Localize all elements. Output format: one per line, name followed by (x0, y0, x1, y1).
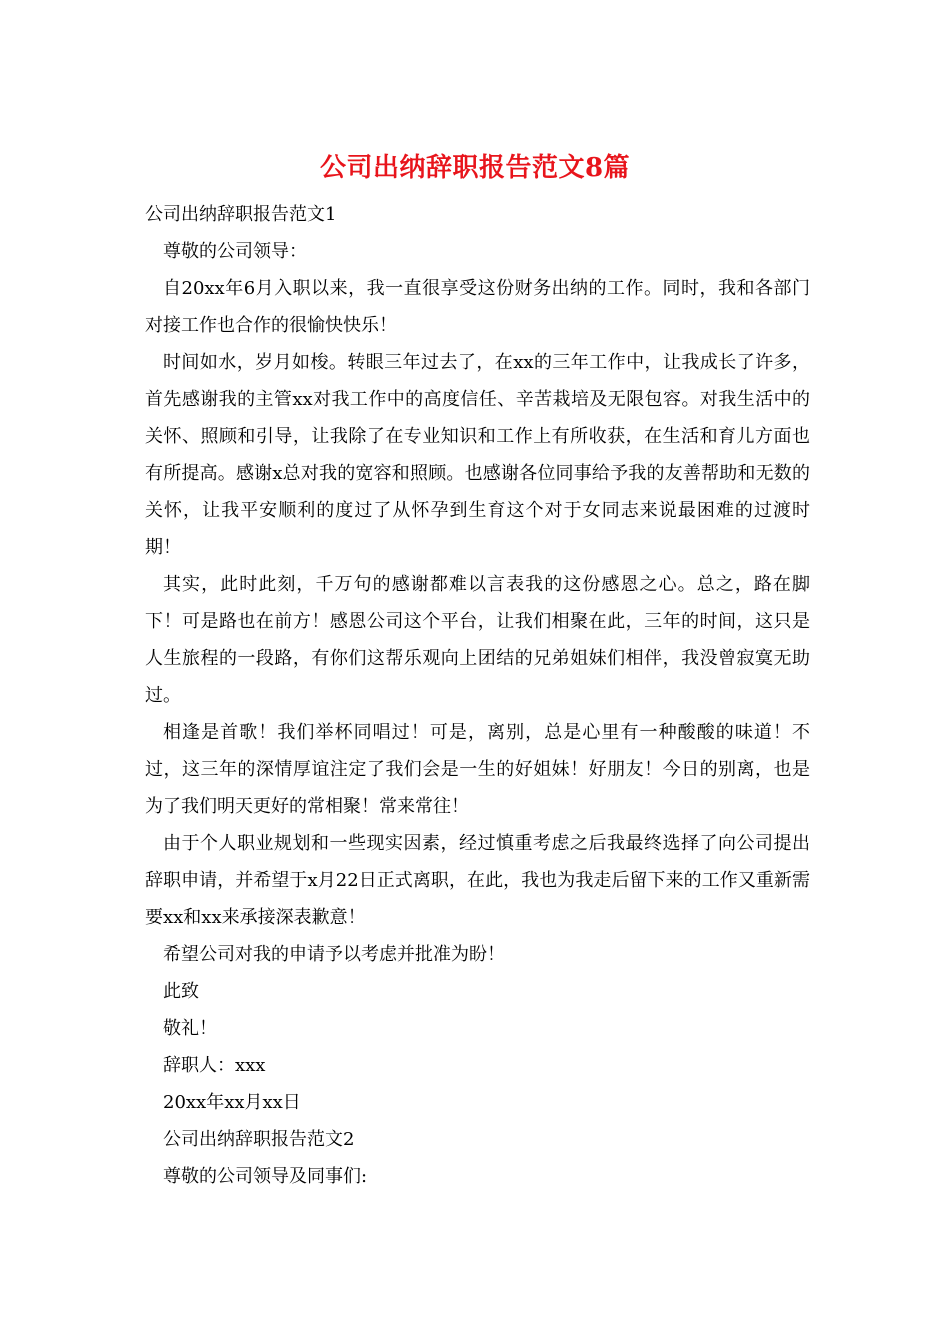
salutation-1: 尊敬的公司领导： (163, 241, 307, 262)
closing-line: 此致 (163, 981, 199, 1002)
salutation-2: 尊敬的公司领导及同事们: (163, 1166, 368, 1187)
closing-salute: 敬礼！ (163, 1018, 217, 1039)
paragraph: 由于个人职业规划和一些现实因素，经过慎重考虑之后我最终选择了向公司提出辞职申请，并希望于x月22日正式离职，在此，我也为我走后留下来的工作又重新需要xx和xx来承接深表歉意！ (145, 833, 810, 928)
document-title: 公司出纳辞职报告范文8篇 (319, 153, 631, 183)
paragraph: 时间如水，岁月如梭。转眼三年过去了，在xx的三年工作中，让我成长了许多，首先感谢我的主管xx对我工作中的高度信任、辛苦栽培及无限包容。对我生活中的关怀、照顾和引导，让我除了在专业知识和工作上有所收获，在生活和育儿方面也有所提高。感谢x总对我的宽容和照顾。也感谢各位同事给予我的友善帮助和无数的关怀，让我平安顺利的度过了从怀孕到生育这个对于女同志来说最困难的过渡时期！ (145, 352, 810, 558)
paragraph: 希望公司对我的申请予以考虑并批准为盼！ (163, 944, 505, 965)
section-heading-1: 公司出纳辞职报告范文1 (145, 204, 337, 225)
document-body (145, 196, 810, 1195)
section-heading-2: 公司出纳辞职报告范文2 (163, 1129, 355, 1150)
paragraph: 自20xx年6月入职以来，我一直很享受这份财务出纳的工作。同时，我和各部门对接工作也合作的很愉快快乐！ (145, 278, 810, 336)
paragraph: 相逢是首歌！我们举杯同唱过！可是，离别，总是心里有一种酸酸的味道！不过，这三年的深情厚谊注定了我们会是一生的好姐妹！好朋友！今日的别离，也是为了我们明天更好的常相聚！常来常往！ (145, 722, 810, 817)
signature: 辞职人：xxx (163, 1055, 266, 1076)
date: 20xx年xx月xx日 (163, 1092, 301, 1113)
paragraph: 其实，此时此刻，千万句的感谢都难以言表我的这份感恩之心。总之，路在脚下！可是路也在前方！感恩公司这个平台，让我们相聚在此，三年的时间，这只是人生旅程的一段路，有你们这帮乐观向上团结的兄弟姐妹们相伴，我没曾寂寞无助过。 (145, 574, 810, 706)
